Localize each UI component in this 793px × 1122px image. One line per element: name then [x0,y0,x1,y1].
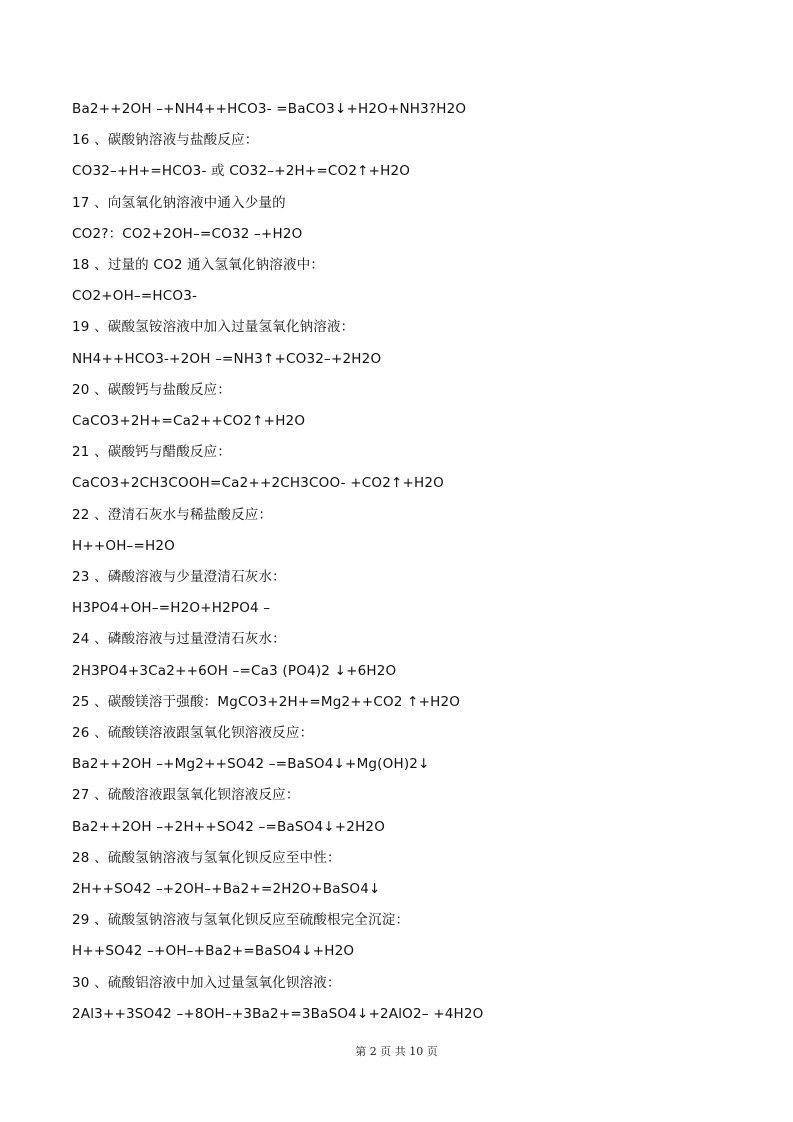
text-line: 28 、硫酸氢钠溶液与氢氧化钡反应至中性： [72,849,341,866]
item-heading: 19 、碳酸氢铵溶液中加入过量氢氧化钠溶液： [72,319,355,336]
text-line: 30 、硫酸铝溶液中加入过量氢氧化钡溶液： [72,974,341,991]
item-heading: 17 、向氢氧化钠溶液中通入少量的 [72,194,286,211]
text-line: CO32–+H+=HCO3- 或 CO32–+2H+=CO2↑+H2O [72,163,411,180]
text-line: CaCO3+2CH3COOH=Ca2++2CH3COO- +CO2↑+H2O [72,475,444,492]
item-heading: 21 、碳酸钙与醋酸反应： [72,444,232,461]
text-line: H3PO4+OH–=H2O+H2PO4 – [72,600,271,617]
text-line: 26 、硫酸镁溶液跟氢氧化钡溶液反应： [72,725,314,741]
text-line: CaCO3+2H+=Ca2++CO2↑+H2O [72,413,306,429]
text-line: Ba2++2OH –+2H++SO42 –=BaSO4↓+2H2O [72,818,386,835]
text-line: NH4++HCO3-+2OH –=NH3↑+CO32–+2H2O [72,350,382,367]
text-line: CO2?：CO2+2OH–=CO32 –+H2O [72,225,303,242]
item-heading: 2Al3++3SO42 –+8OH–+3Ba2+=3BaSO4↓+2AlO2– +4H2O [72,1005,484,1022]
text-line: 27 、硫酸溶液跟氢氧化钡溶液反应： [72,787,300,804]
text-line: CO2+OH–=HCO3- [72,288,198,305]
item-heading: 25 、碳酸镁溶于强酸：MgCO3+2H+=Mg2++CO2 ↑+H2O [72,693,461,710]
item-heading: 2H++SO42 –+2OH–+Ba2+=2H2O+BaSO4↓ [72,881,381,897]
item-heading: 23 、磷酸溶液与少量澄清石灰水： [72,569,286,585]
text-line: Ba2++2OH –+NH4++HCO3- =BaCO3↓+H2O+NH3?H2O [72,101,467,117]
item-heading: 24 、磷酸溶液与过量澄清石灰水： [72,631,286,648]
text-line: H++SO42 –+OH–+Ba2+=BaSO4↓+H2O [72,943,355,960]
text-line: H++OH–=H2O [72,537,175,554]
text-line: 2H3PO4+3Ca2++6OH –=Ca3 (PO4)2 ↓+6H2O [72,662,397,679]
text-line: Ba2++2OH –+Mg2++SO42 –=BaSO4↓+Mg(OH)2↓ [72,756,430,773]
item-heading: 16 、碳酸钠溶液与盐酸反应： [72,132,259,149]
item-heading: 22 、澄清石灰水与稀盐酸反应： [72,506,273,523]
text-line: 29 、硫酸氢钠溶液与氢氧化钡反应至硫酸根完全沉淀： [72,912,410,929]
item-heading: 20 、碳酸钙与盐酸反应： [72,381,232,398]
page-footer: 第 2 页 共 10 页 [355,1045,438,1058]
item-heading: 18 、过量的 CO2 通入氢氧化钠溶液中： [72,257,325,273]
